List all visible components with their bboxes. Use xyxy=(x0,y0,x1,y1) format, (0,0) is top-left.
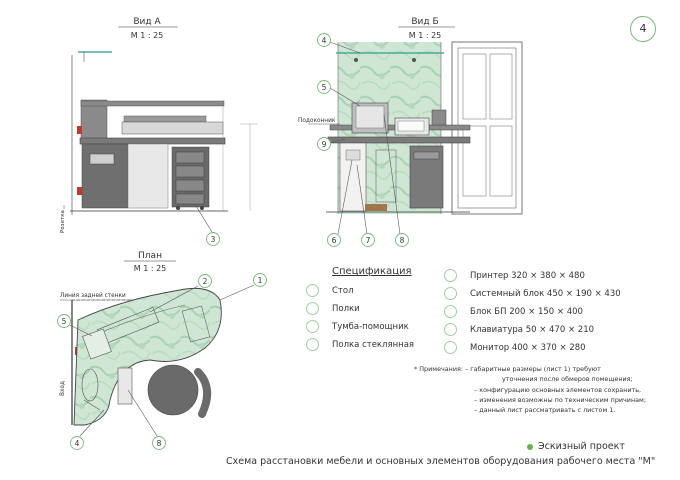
callout-6: 6 xyxy=(331,236,337,245)
callout-9: 9 xyxy=(321,140,327,149)
sheet-number: 4 xyxy=(630,16,656,42)
spec-marker xyxy=(306,302,319,315)
spec-marker xyxy=(306,338,319,351)
callout-2: 2 xyxy=(202,277,208,286)
socket-marker xyxy=(77,187,82,195)
callout-5-plan: 5 xyxy=(61,317,67,326)
note-line: – изменения возможны по техническим причинам; xyxy=(474,395,647,404)
view-b-title: Вид Б xyxy=(411,17,439,27)
note-line: уточнения после обмеров помещения; xyxy=(502,375,633,384)
plan xyxy=(58,251,267,450)
spec-item-table: Стол xyxy=(332,286,354,296)
spec-marker xyxy=(444,287,457,300)
spec-item-shelves: Полки xyxy=(332,304,360,314)
note-line: * Примечания: – габаритные размеры (лист 1) требуют xyxy=(414,365,601,373)
spec-item-system-unit: Системный блок 450 × 190 × 430 xyxy=(470,289,621,299)
plan-scale: М 1 : 25 xyxy=(133,264,167,273)
label-back-wall: Линия задней стенки xyxy=(60,293,126,299)
spec-item-psu: Блок БП 200 × 150 × 400 xyxy=(470,307,583,317)
desk-top xyxy=(80,138,225,144)
view-a-title: Вид А xyxy=(133,17,161,27)
callout-5: 5 xyxy=(321,83,327,92)
sheet-description: Схема расстановки мебели и основных элементов оборудования рабочего места "М" xyxy=(226,456,656,467)
plan-title: План xyxy=(138,251,162,261)
view-b-scale: М 1 : 25 xyxy=(408,31,442,40)
spec-item-printer: Принтер 320 × 380 × 480 xyxy=(470,271,585,281)
spec-marker xyxy=(444,341,457,354)
shelf-side xyxy=(81,100,107,144)
view-a xyxy=(60,17,258,246)
label-podokonnik: Подоконник xyxy=(298,118,336,124)
callout-8-plan: 8 xyxy=(156,439,162,448)
project-stage: Эскизный проект xyxy=(538,441,625,452)
spec-marker xyxy=(444,323,457,336)
spec-item-pedestal: Тумба-помощник xyxy=(332,322,409,332)
chair xyxy=(148,365,198,415)
spec-marker xyxy=(306,320,319,333)
label-exit: Вход xyxy=(60,381,66,396)
spec-item-monitor: Монитор 400 × 370 × 280 xyxy=(470,343,586,353)
callout-4: 4 xyxy=(321,36,327,45)
callout-4-plan: 4 xyxy=(74,439,80,448)
note-line: – конфигурацию основных элементов сохранить, xyxy=(474,385,642,394)
status-dot xyxy=(527,444,533,450)
label-rozetka: Розетка xyxy=(60,210,66,233)
desk-top-b xyxy=(328,137,470,143)
notes-block xyxy=(414,364,646,415)
spec-item-glass-shelf: Полка стеклянная xyxy=(332,340,415,350)
spec-marker xyxy=(444,305,457,318)
callout-8-view-b: 8 xyxy=(399,236,405,245)
socket-marker xyxy=(77,126,82,134)
spec-item-keyboard: Клавиатура 50 × 470 × 210 xyxy=(470,325,595,335)
callout-3: 3 xyxy=(210,235,216,244)
specification-title: Спецификация xyxy=(332,266,412,277)
desk-panel xyxy=(82,144,128,208)
note-line: – данный лист рассматривать с листом 1. xyxy=(474,406,616,415)
callout-1: 1 xyxy=(257,276,263,285)
spec-marker xyxy=(306,284,319,297)
spec-marker xyxy=(444,269,457,282)
view-b xyxy=(298,17,522,247)
callout-7: 7 xyxy=(365,236,371,245)
upper-shelf xyxy=(81,101,224,106)
view-a-scale: М 1 : 25 xyxy=(130,31,164,40)
system-unit-plan xyxy=(118,368,132,404)
